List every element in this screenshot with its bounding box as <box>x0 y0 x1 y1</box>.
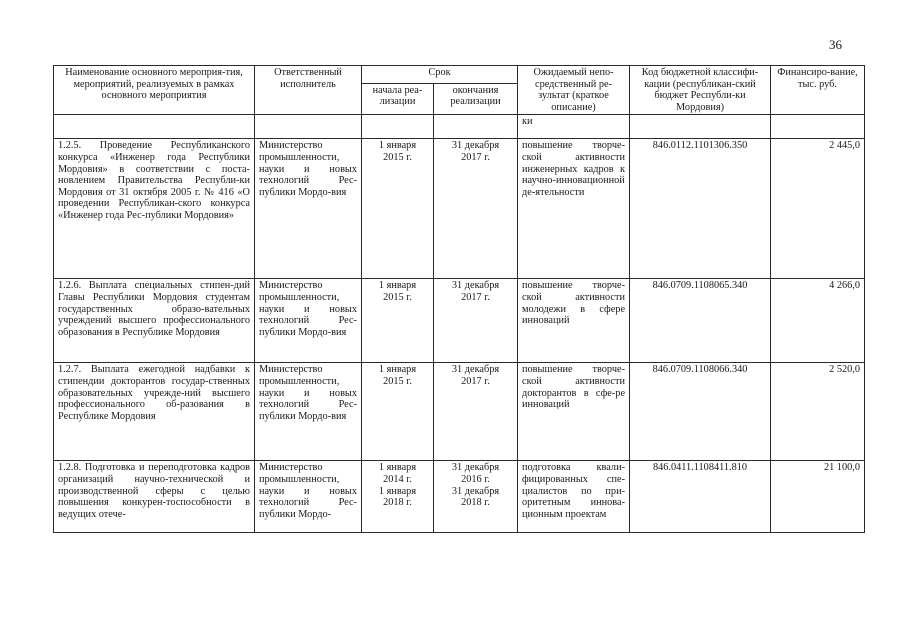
cell-end: 31 декабря 2017 г. <box>434 279 518 363</box>
cell-name: 1.2.8. Подготовка и переподготовка кадров организаций научно-технической и производственной сферы с целью повышения конкурен-тоспособности в ведущих отече- <box>54 461 255 533</box>
col-header-code: Код бюджетной классифи-кации (республикан-ский бюджет Республи-ки Мордовия) <box>630 66 771 115</box>
cell-name: 1.2.6. Выплата специальных стипен-дий Главы Республики Мордовия студентам государственных образо-вательных учреждений высшего профессионального образования в Республике Мордовия <box>54 279 255 363</box>
cell-amount: 21 100,0 <box>771 461 865 533</box>
cell-code: 846.0709.1108065.340 <box>630 279 771 363</box>
col-header-start: начала реа-лизации <box>362 83 434 115</box>
cell-executor: Министерство промышленности, науки и новых технологий Рес-публики Мордо-вия <box>255 279 362 363</box>
cell-result: повышение творче-ской активности инженерных кадров к научно-инновационной де-ятельности <box>518 139 630 279</box>
cell-start: 1 января 2014 г. 1 января 2018 г. <box>362 461 434 533</box>
cell-result: повышение творче-ской активности докторантов в сфе-ре инноваций <box>518 363 630 461</box>
cell-empty <box>255 115 362 139</box>
col-header-name: Наименование основного мероприя-тия, мероприятий, реализуемых в рамках основного мероприятия <box>54 66 255 115</box>
table-row <box>54 279 865 363</box>
page-number: 36 <box>829 37 842 52</box>
cell-end: 31 декабря 2017 г. <box>434 363 518 461</box>
cell-executor: Министерство промышленности, науки и новых технологий Рес-публики Мордо-вия <box>255 139 362 279</box>
cell-empty <box>54 115 255 139</box>
cell-amount: 2 445,0 <box>771 139 865 279</box>
cell-code: 846.0411.1108411.810 <box>630 461 771 533</box>
table-row <box>54 139 865 279</box>
cell-empty <box>362 115 434 139</box>
table-row <box>54 363 865 461</box>
cell-executor: Министерство промышленности, науки и новых технологий Рес-публики Мордо-вия <box>255 363 362 461</box>
cell-start: 1 января 2015 г. <box>362 363 434 461</box>
cell-end: 31 декабря 2017 г. <box>434 139 518 279</box>
cell-name: 1.2.5. Проведение Республиканского конкурса «Инженер года Республики Мордовия» в соответствии с поста-новлением Правительства Республи-ки Мордовия от 31 октября 2005 г. № 416 «О проведении Республикан-ского конкурса «Инженер года Рес-публики Мордовия» <box>54 139 255 279</box>
col-header-end: окончания реализации <box>434 83 518 115</box>
cell-code: 846.0709.1108066.340 <box>630 363 771 461</box>
cell-end: 31 декабря 2016 г. 31 декабря 2018 г. <box>434 461 518 533</box>
col-header-financing: Финансиро-вание, тыс. руб. <box>771 66 865 115</box>
col-header-result: Ожидаемый непо-средственный ре-зультат (краткое описание) <box>518 66 630 115</box>
cell-code: 846.0112.1101306.350 <box>630 139 771 279</box>
cell-amount: 2 520,0 <box>771 363 865 461</box>
cell-result: повышение творче-ской активности молодежи в сфере инноваций <box>518 279 630 363</box>
header-row <box>54 66 865 84</box>
cell-amount: 4 266,0 <box>771 279 865 363</box>
cell-empty <box>771 115 865 139</box>
cell-start: 1 января 2015 г. <box>362 279 434 363</box>
cell-result: ки <box>518 115 630 139</box>
col-header-executor: Ответственный исполнитель <box>255 66 362 115</box>
cell-result: подготовка квали-фицированных спе-циалистов по при-оритетным иннова-ционным проектам <box>518 461 630 533</box>
cell-executor: Министерство промышленности, науки и новых технологий Рес-публики Мордо- <box>255 461 362 533</box>
cell-name: 1.2.7. Выплата ежегодной надбавки к стипендии докторантов государ-ственных образовательных учрежде-ний высшего профессионального об-разования в Республике Мордовия <box>54 363 255 461</box>
col-header-term: Срок <box>362 66 518 84</box>
table-row <box>54 461 865 533</box>
cell-empty <box>630 115 771 139</box>
table-row-carryover <box>54 115 865 139</box>
cell-start: 1 января 2015 г. <box>362 139 434 279</box>
cell-empty <box>434 115 518 139</box>
plan-table <box>53 65 865 533</box>
